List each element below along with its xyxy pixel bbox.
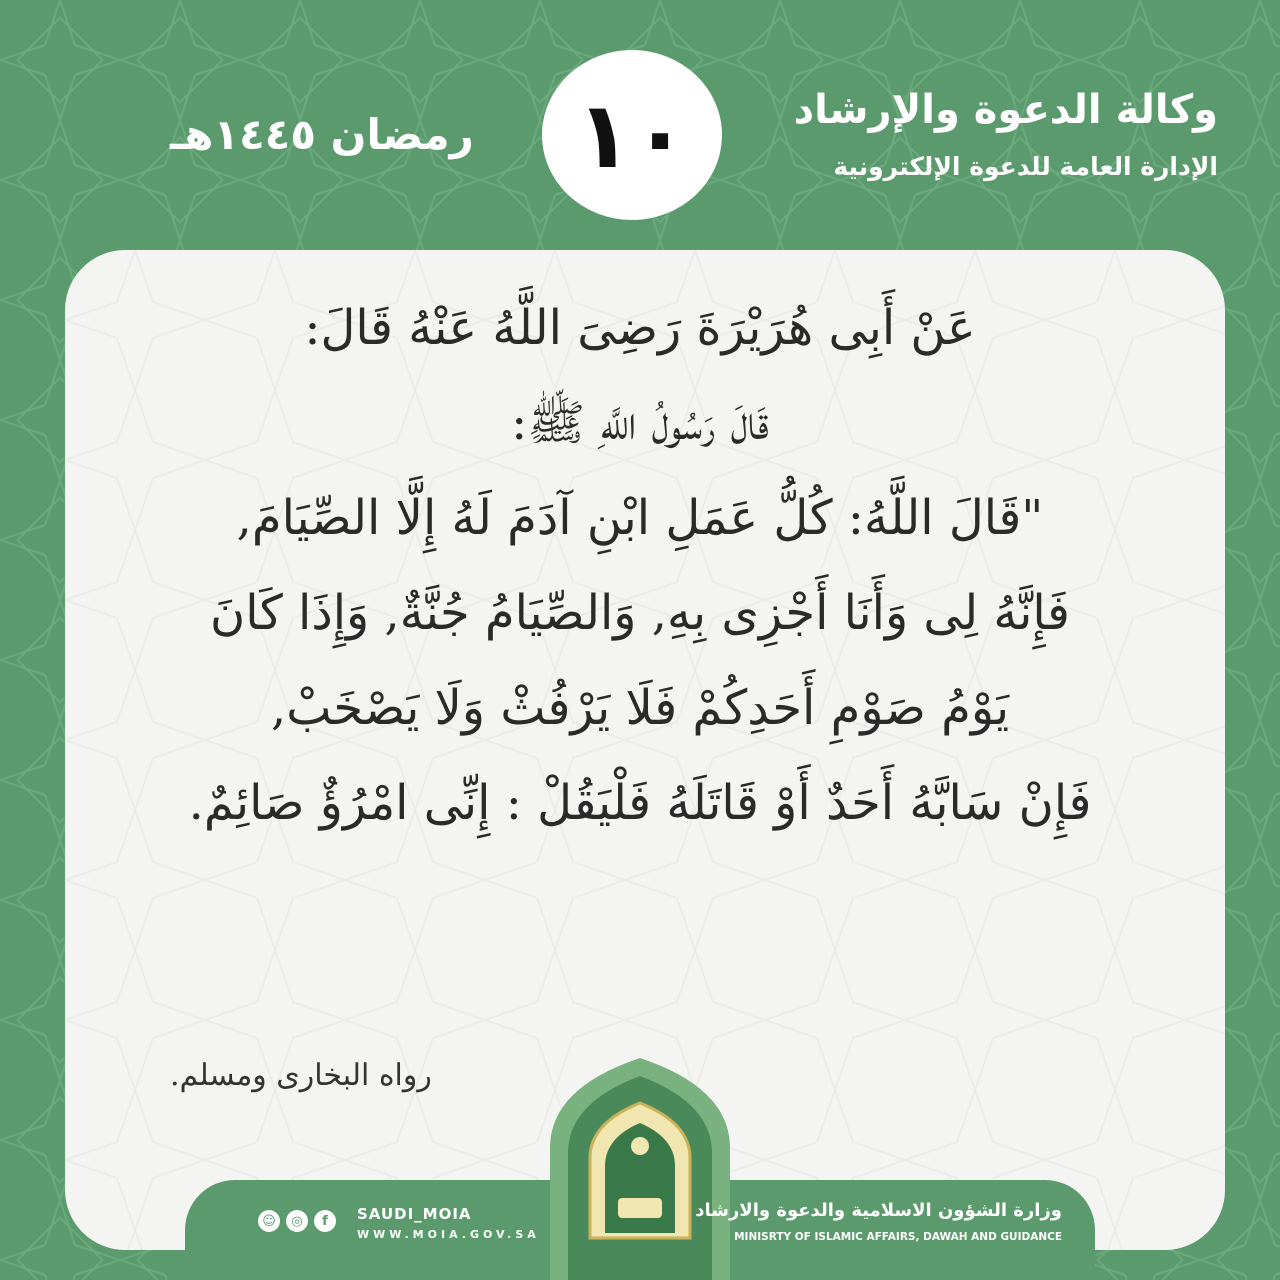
- day-circle: [542, 50, 722, 220]
- agency-title: وكالة الدعوة والإرشاد: [793, 87, 1218, 133]
- hadith-line-5: يَوْمُ صَوْمِ أَحَدِكُمْ فَلَا يَرْفُثْ وَلَا يَصْخَبْ,: [270, 680, 1010, 736]
- social-icons: [258, 1210, 336, 1232]
- hadith-line-3: "قَالَ اللَّهُ: كُلُّ عَمَلِ ابْنِ آدَمَ لَهُ إِلَّا الصِّيَامَ,: [236, 490, 1044, 546]
- hadith-line-prophet: قَالَ رَسُولُ اللَّهِ ﷺ:: [511, 395, 769, 451]
- instagram-icon[interactable]: ◎: [286, 1210, 308, 1232]
- hadith-line-4: فَإِنَّهُ لِى وَأَنَا أَجْزِى بِهِ, وَالصِّيَامُ جُنَّةٌ, وَإِذَا كَانَ: [210, 585, 1070, 641]
- agency-block: [794, 80, 1218, 181]
- snapchat-icon[interactable]: ☺: [258, 1210, 280, 1232]
- hadith-line-6: فَإِنْ سَابَّهُ أَحَدٌ أَوْ قَاتَلَهُ فَلْيَقُلْ : إِنِّى امْرُؤٌ صَائِمٌ.: [188, 775, 1092, 831]
- facebook-icon[interactable]: f: [314, 1210, 336, 1232]
- ministry-block: [695, 1200, 1062, 1243]
- hadith-source: رواه البخارى ومسلم.: [170, 1058, 432, 1093]
- hadith-line-narrator: عَنْ أَبِى هُرَيْرَةَ رَضِىَ اللَّهُ عَنْهُ قَالَ:: [304, 300, 976, 356]
- social-handle[interactable]: SAUDI_MOIA: [357, 1205, 472, 1223]
- ministry-emblem: [550, 1058, 730, 1280]
- ministry-name-english: MINISRTY OF ISLAMIC AFFAIRS, DAWAH AND GUIDANCE: [734, 1231, 1062, 1243]
- agency-subtitle: الإدارة العامة للدعوة الإلكترونية: [833, 152, 1218, 181]
- day-number: ١٠: [575, 81, 689, 189]
- website-link[interactable]: WWW.MOIA.GOV.SA: [357, 1228, 540, 1241]
- ministry-name-arabic: وزارة الشؤون الاسلامية والدعوة والارشاد: [695, 1200, 1062, 1221]
- hijri-date: رمضان ١٤٤٥هـ: [170, 110, 474, 159]
- hadith-text: [0, 292, 1280, 862]
